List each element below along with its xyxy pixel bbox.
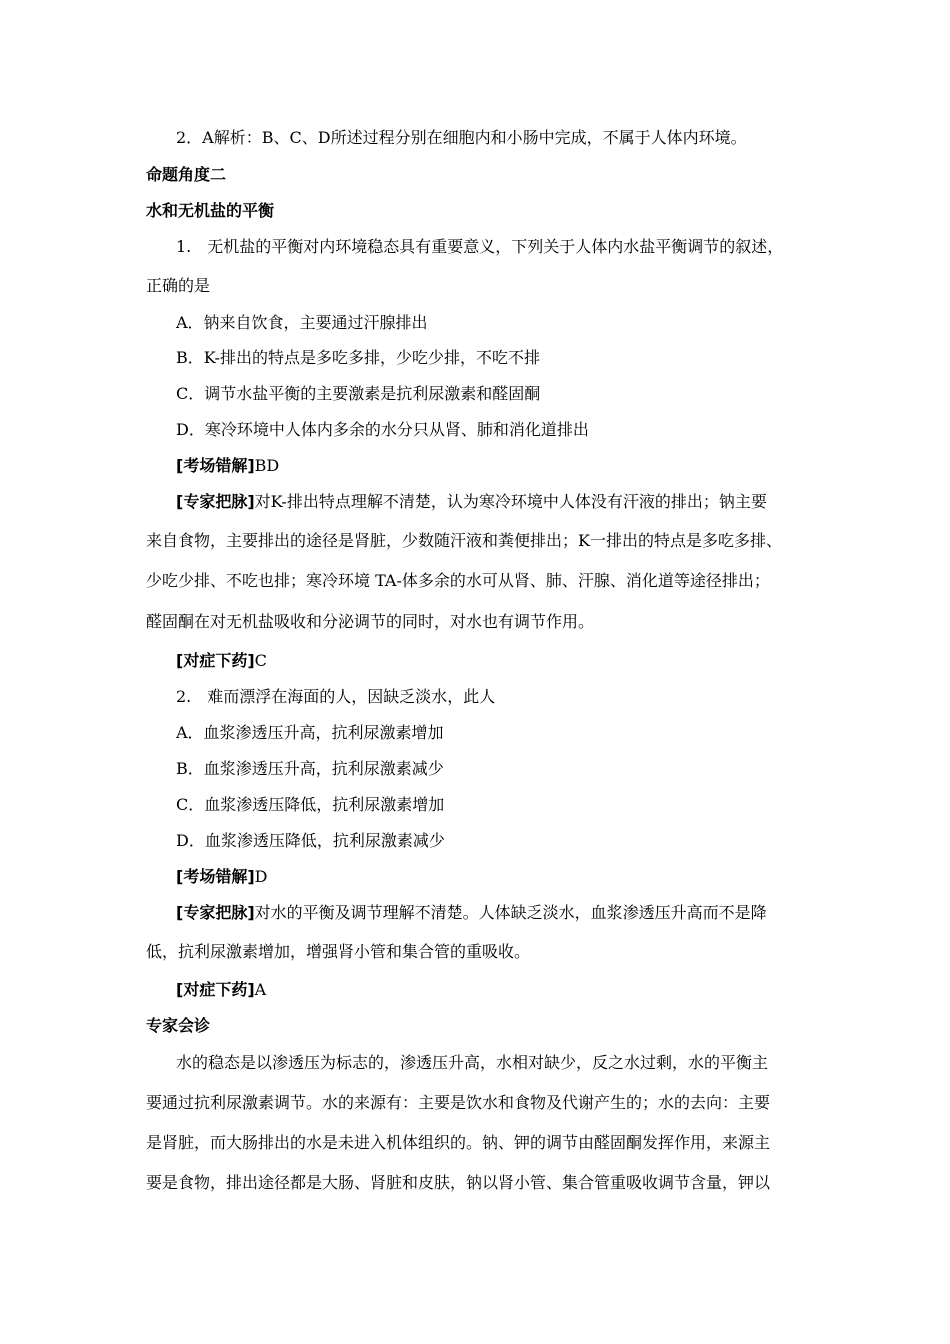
wrong-answer-value: BD bbox=[254, 456, 280, 475]
question-2-option-a: A．血浆渗透压升高，抗利尿激素增加 bbox=[176, 723, 444, 742]
answer-explanation-line: 2．A解析：B、C、D所述过程分别在细胞内和小肠中完成，不属于人体内环境。 bbox=[176, 128, 747, 147]
question-1-stem: 1. 无机盐的平衡对内环境稳态具有重要意义，下列关于人体内水盐平衡调节的叙述， bbox=[176, 237, 784, 256]
expert-analysis-line: 少吃少排、不吃也排；寒冷环境 TA-体多余的水可从肾、肺、汗腺、消化道等途径排出； bbox=[146, 571, 770, 590]
consultation-paragraph-line: 水的稳态是以渗透压为标志的，渗透压升高，水相对缺少，反之水过剩，水的平衡主 bbox=[176, 1053, 769, 1072]
expert-analysis-text: 对水的平衡及调节理解不清楚。人体缺乏淡水，血浆渗透压升高而不是降 bbox=[254, 903, 767, 922]
question-1-wrong-answer bbox=[176, 456, 856, 476]
expert-analysis-tag: [专家把脉] bbox=[176, 903, 255, 922]
question-1-stem-cont: 正确的是 bbox=[146, 276, 211, 295]
question-2-stem: 2. 难而漂浮在海面的人，因缺乏淡水，此人 bbox=[176, 687, 496, 706]
question-2-option-c: C．血浆渗透压降低，抗利尿激素增加 bbox=[176, 795, 445, 814]
wrong-answer-tag: [考场错解] bbox=[176, 456, 255, 475]
expert-analysis-line: 来自食物，主要排出的途径是肾脏，少数随汗液和粪便排出；K一排出的特点是多吃多排、 bbox=[146, 531, 782, 550]
question-1-expert-analysis bbox=[176, 492, 856, 512]
expert-analysis-tag: [专家把脉] bbox=[176, 492, 255, 511]
expert-analysis-line: 醛固酮在对无机盐吸收和分泌调节的同时，对水也有调节作用。 bbox=[146, 612, 595, 631]
question-2-correct-answer bbox=[176, 980, 856, 1000]
topic-heading: 水和无机盐的平衡 bbox=[146, 201, 275, 220]
question-1-option-d: D．寒冷环境中人体内多余的水分只从肾、肺和消化道排出 bbox=[176, 420, 589, 439]
consultation-paragraph-line: 是肾脏，而大肠排出的水是未进入机体组织的。钠、钾的调节由醛固酮发挥作用，来源主 bbox=[146, 1133, 771, 1152]
correct-answer-value: C bbox=[254, 651, 267, 670]
consultation-paragraph-line: 要通过抗利尿激素调节。水的来源有：主要是饮水和食物及代谢产生的；水的去向：主要 bbox=[146, 1093, 771, 1112]
question-2-expert-analysis bbox=[176, 903, 856, 923]
wrong-answer-tag: [考场错解] bbox=[176, 867, 255, 886]
correct-answer-tag: [对症下药] bbox=[176, 651, 255, 670]
question-1-option-a: A．钠来自饮食，主要通过汗腺排出 bbox=[176, 313, 428, 332]
expert-analysis-line: 低，抗利尿激素增加，增强肾小管和集合管的重吸收。 bbox=[146, 942, 531, 961]
question-1-option-c: C．调节水盐平衡的主要激素是抗利尿激素和醛固酮 bbox=[176, 384, 541, 403]
section-heading: 命题角度二 bbox=[146, 165, 227, 184]
question-1-option-b: B．K-排出的特点是多吃多排，少吃少排，不吃不排 bbox=[176, 348, 540, 367]
expert-consultation-heading: 专家会诊 bbox=[146, 1016, 211, 1035]
expert-analysis-text: 对K-排出特点理解不清楚，认为寒冷环境中人体没有汗液的排出；钠主要 bbox=[254, 492, 767, 511]
question-2-option-d: D．血浆渗透压降低，抗利尿激素减少 bbox=[176, 831, 445, 850]
correct-answer-value: A bbox=[254, 980, 267, 999]
wrong-answer-value: D bbox=[254, 867, 268, 886]
question-1-correct-answer bbox=[176, 651, 856, 671]
question-2-option-b: B．血浆渗透压升高，抗利尿激素减少 bbox=[176, 759, 444, 778]
correct-answer-tag: [对症下药] bbox=[176, 980, 255, 999]
question-2-wrong-answer bbox=[176, 867, 856, 887]
consultation-paragraph-line: 要是食物，排出途径都是大肠、肾脏和皮肤，钠以肾小管、集合管重吸收调节含量，钾以 bbox=[146, 1173, 771, 1192]
